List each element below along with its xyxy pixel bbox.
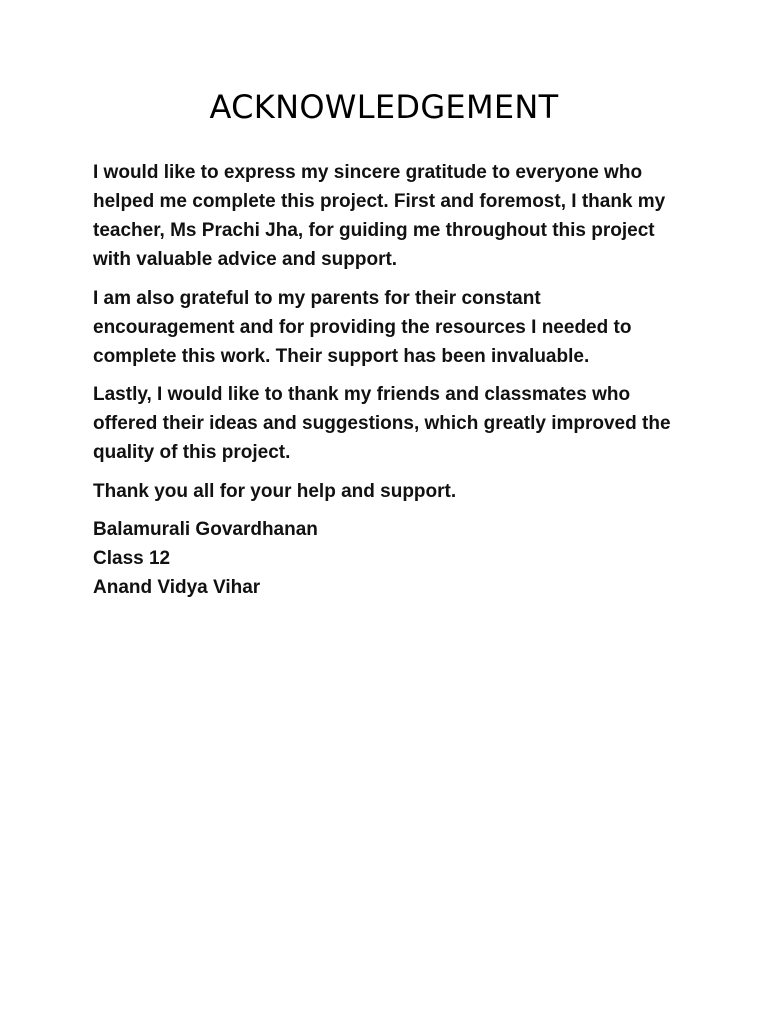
signature-name: Balamurali Govardhanan [93,519,318,540]
signature-class: Class 12 [93,548,171,569]
signature-school: Anand Vidya Vihar [93,577,261,598]
paragraph-gratitude: I would like to express my sincere gratitude to everyone who helped me complete this project. First and foremost, I thank my teacher, Ms Prachi Jha, for guiding me throughout this project with valuable advice and support. [93,162,666,270]
document-title: ACKNOWLEDGEMENT [209,88,559,126]
document-body [93,158,683,602]
paragraph-friends: Lastly, I would like to thank my friends and classmates who offered their ideas and suggestions, which greatly improved the quality of this project. [93,384,671,463]
paragraph-parents: I am also grateful to my parents for their constant encouragement and for providing the resources I needed to complete this work. Their support has been invaluable. [93,287,632,367]
signature-block [93,515,683,602]
paragraph-thanks: Thank you all for your help and support. [93,480,457,502]
